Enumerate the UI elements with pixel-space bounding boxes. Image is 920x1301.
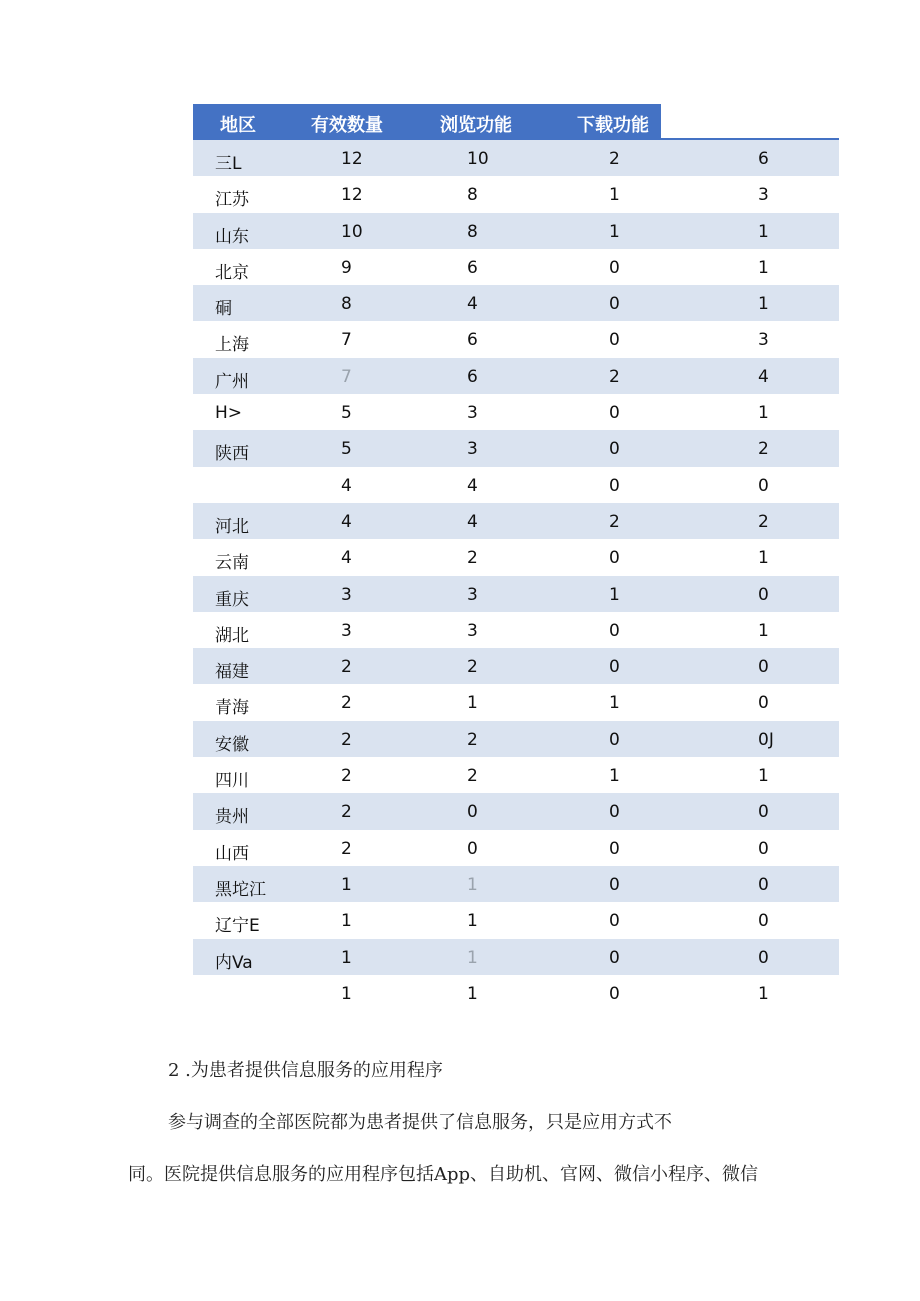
table-row [193,467,839,503]
table-row [193,830,839,866]
table-row [193,939,839,975]
value-cell: 1 [758,548,769,569]
table-row [193,612,839,648]
region-cell: 福建 [215,662,249,683]
value-cell: 1 [758,221,769,242]
value-cell: 3 [467,620,478,641]
table-row [193,539,839,575]
header-download: 下载功能 [577,115,649,136]
value-cell: 1 [341,983,352,1004]
value-cell: 0 [609,838,620,859]
value-cell: 4 [341,475,352,496]
region-cell: 江苏 [215,190,249,211]
value-cell: 0 [758,874,769,895]
table-row [193,721,839,757]
value-cell: 5 [341,403,352,424]
value-cell: 4 [758,366,769,387]
table-row [193,140,839,176]
value-cell: 7 [341,330,352,351]
value-cell: 0 [758,802,769,823]
value-cell: 0 [609,802,620,823]
value-cell: 1 [758,403,769,424]
value-cell: 3 [467,584,478,605]
value-cell: 0 [758,911,769,932]
value-cell: 1 [467,911,478,932]
table-row [193,576,839,612]
value-cell: 4 [341,548,352,569]
region-cell: 黑坨江 [215,879,266,900]
region-cell: 青海 [215,698,249,719]
value-cell: 1 [341,911,352,932]
value-cell: 9 [341,257,352,278]
value-cell: 3 [341,584,352,605]
table-row [193,975,839,1011]
value-cell: 10 [467,149,489,169]
table-row [193,321,839,357]
value-cell: 2 [341,766,352,787]
value-cell: 7 [341,366,352,387]
value-cell: 2 [341,729,352,750]
value-cell: 12 [341,185,363,206]
value-cell: 5 [341,439,352,460]
value-cell: 1 [467,947,478,968]
value-cell: 0 [609,403,620,424]
value-cell: 2 [467,766,478,787]
region-cell: 湖北 [215,625,249,646]
value-cell: 1 [609,766,620,787]
value-cell: 1 [609,693,620,714]
value-cell: 0J [758,729,774,750]
region-cell: 山西 [215,843,249,864]
region-cell: 辽宁E [215,916,260,937]
value-cell: 0 [609,947,620,968]
region-cell: 四川 [215,771,249,792]
header-browse: 浏览功能 [440,115,512,136]
value-cell: 1 [609,185,620,206]
table-row [193,176,839,212]
value-cell: 0 [609,729,620,750]
value-cell: 1 [758,294,769,315]
region-function-table [193,104,839,1011]
value-cell: 4 [467,511,478,532]
value-cell: 0 [758,947,769,968]
value-cell: 0 [758,693,769,714]
value-cell: 0 [758,838,769,859]
value-cell: 2 [758,439,769,460]
value-cell: 2 [341,838,352,859]
value-cell: 0 [609,874,620,895]
value-cell: 1 [609,584,620,605]
value-cell: 0 [609,657,620,678]
table-row [193,249,839,285]
paragraph-line-1: 参与调查的全部医院都为患者提供了信息服务，只是应用方式不 [168,1112,672,1133]
value-cell: 1 [467,983,478,1004]
value-cell: 2 [467,548,478,569]
table-row [193,684,839,720]
region-cell: 重庆 [215,589,249,610]
value-cell: 2 [341,693,352,714]
value-cell: 3 [467,439,478,460]
value-cell: 2 [609,149,620,169]
region-cell: 三L [215,154,242,174]
table-row [193,902,839,938]
table-row [193,394,839,430]
value-cell: 2 [609,366,620,387]
value-cell: 0 [609,294,620,315]
value-cell: 6 [467,366,478,387]
value-cell: 2 [341,657,352,678]
value-cell: 6 [467,330,478,351]
value-cell: 1 [341,947,352,968]
region-cell: 河北 [215,516,249,537]
value-cell: 8 [341,294,352,315]
region-cell: 北京 [215,262,249,283]
value-cell: 1 [467,693,478,714]
table-row [193,866,839,902]
value-cell: 2 [758,511,769,532]
value-cell: 4 [467,294,478,315]
table-row [193,285,839,321]
table-row [193,358,839,394]
region-cell: 贵州 [215,807,249,828]
table-row [193,430,839,466]
value-cell: 0 [609,548,620,569]
value-cell: 0 [467,802,478,823]
value-cell: 1 [609,221,620,242]
region-cell: 广州 [215,371,249,392]
region-cell: 山东 [215,226,249,247]
value-cell: 0 [609,911,620,932]
value-cell: 0 [758,584,769,605]
value-cell: 6 [758,149,769,169]
table-row [193,213,839,249]
region-cell: 内Va [215,952,253,973]
region-cell: H> [215,403,243,424]
paragraph-line-2: 同。医院提供信息服务的应用程序包括App、自助机、官网、微信小程序、微信 [128,1164,759,1185]
table-row [193,648,839,684]
value-cell: 2 [467,729,478,750]
value-cell: 1 [467,874,478,895]
value-cell: 0 [609,983,620,1004]
region-cell: 陕西 [215,444,249,465]
value-cell: 12 [341,149,363,169]
value-cell: 2 [467,657,478,678]
section-heading: 2 .为患者提供信息服务的应用程序 [168,1060,443,1081]
value-cell: 1 [758,257,769,278]
value-cell: 4 [467,475,478,496]
value-cell: 0 [609,439,620,460]
table-row [193,793,839,829]
value-cell: 1 [758,983,769,1004]
value-cell: 0 [609,620,620,641]
value-cell: 8 [467,221,478,242]
value-cell: 3 [467,403,478,424]
value-cell: 2 [609,511,620,532]
value-cell: 2 [341,802,352,823]
table-row [193,757,839,793]
value-cell: 10 [341,221,363,242]
header-valid-count: 有效数量 [311,115,383,136]
region-cell: 硐 [215,299,232,320]
region-cell: 云南 [215,553,249,574]
value-cell: 4 [341,511,352,532]
value-cell: 3 [758,185,769,206]
value-cell: 0 [609,475,620,496]
value-cell: 0 [758,475,769,496]
value-cell: 1 [758,620,769,641]
value-cell: 3 [758,330,769,351]
value-cell: 0 [609,257,620,278]
table-header [193,104,661,140]
value-cell: 6 [467,257,478,278]
value-cell: 1 [758,766,769,787]
table-body [193,140,839,1011]
header-region: 地区 [220,115,256,136]
value-cell: 3 [341,620,352,641]
region-cell: 上海 [215,335,249,356]
value-cell: 8 [467,185,478,206]
value-cell: 0 [609,330,620,351]
value-cell: 1 [341,874,352,895]
value-cell: 0 [758,657,769,678]
value-cell: 0 [467,838,478,859]
table-row [193,503,839,539]
region-cell: 安徽 [215,734,249,755]
